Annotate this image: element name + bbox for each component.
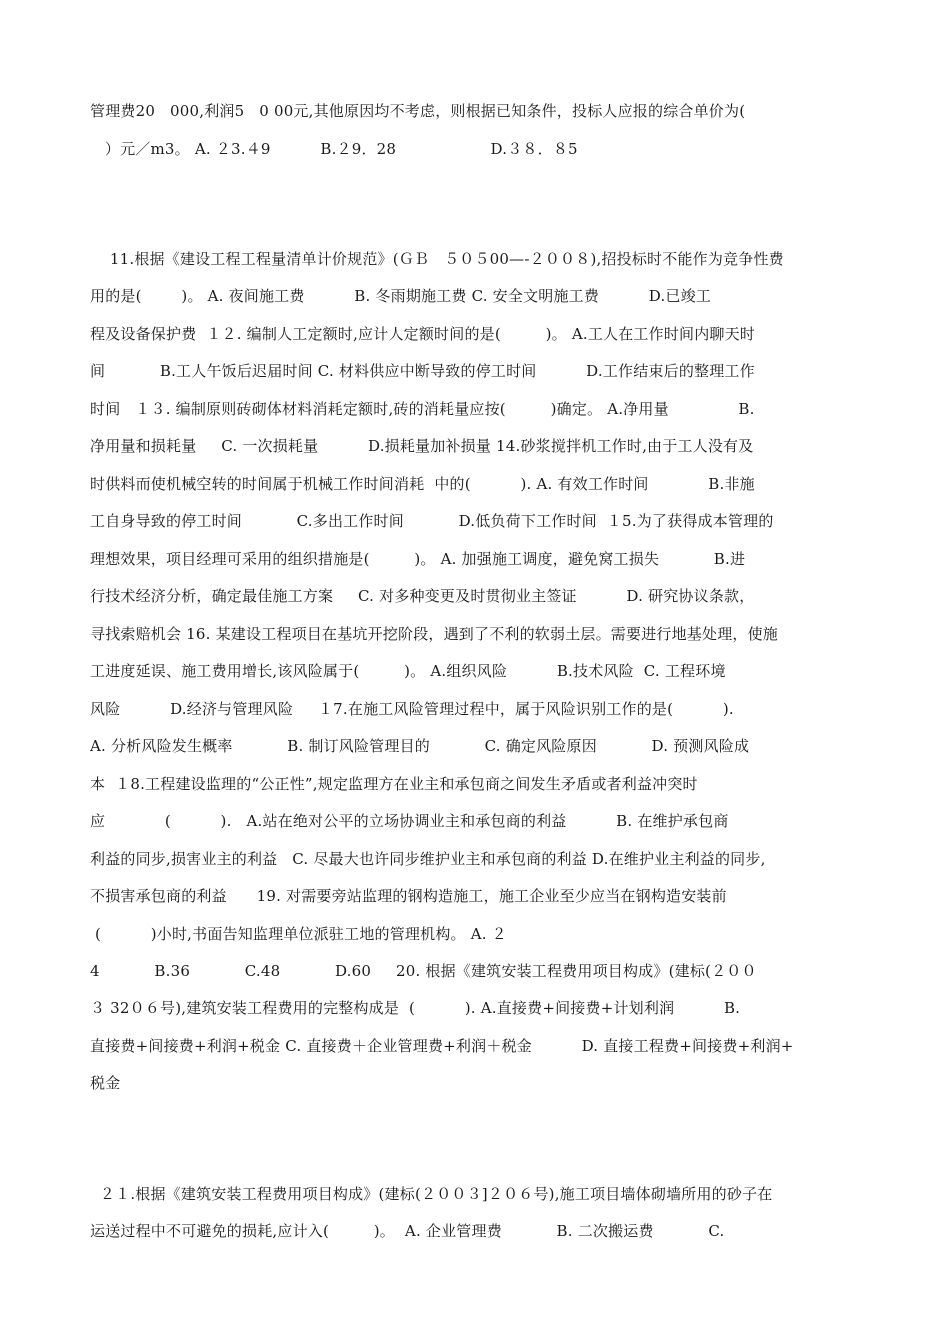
text-line: 4 B.36 C.48 D.60 20. 根据《建筑安装工程费用项目构成》(建标(２００ bbox=[90, 962, 757, 980]
text-line: 工进度延误、施工费用增长,该风险属于( )。 A.组织风险 B.技术风险 C. 工程环境 bbox=[90, 662, 726, 680]
text-line: 本 １8.工程建设监理的“公正性”,规定监理方在业主和承包商之间发生矛盾或者利益冲突时 bbox=[90, 775, 698, 793]
text-line: 时供料而使机械空转的时间属于机械工作时间消耗 中的( ). A. 有效工作时间 B.非施 bbox=[90, 475, 755, 493]
text-line: 净用量和损耗量 C. 一次损耗量 D.损耗量加补损量 14.砂浆搅拌机工作时,由于工人没有及 bbox=[90, 437, 754, 455]
text-line: 风险 D.经济与管理风险 １7.在施工风险管理过程中，属于风险识别工作的是( ). bbox=[90, 700, 734, 718]
text-line: 运送过程中不可避免的损耗,应计入( )。 A. 企业管理费 B. 二次搬运费 C. bbox=[90, 1222, 725, 1240]
text-line: 用的是( )。 A. 夜间施工费 B. 冬雨期施工费 C. 安全文明施工费 D.已竣工 bbox=[90, 287, 712, 305]
text-line: A. 分析风险发生概率 B. 制订风险管理目的 C. 确定风险原因 D. 预测风险成 bbox=[90, 737, 750, 755]
text-line: 税金 bbox=[90, 1074, 121, 1092]
text-line: ３ 32０６号),建筑安装工程费用的完整构成是 ( ). A.直接费+间接费+计划利润 B. bbox=[90, 999, 741, 1017]
text-line: 管理费20 000,利润5 0 00元,其他原因均不考虑，则根据已知条件，投标人应报的综合单价为( bbox=[90, 102, 746, 120]
text-line: 寻找索赔机会 16. 某建设工程项目在基坑开挖阶段，遇到了不利的软弱土层。需要进行地基处理，使施 bbox=[90, 625, 778, 643]
text-line: 间 B.工人午饭后迟届时间 C. 材料供应中断导致的停工时间 D.工作结束后的整理工作 bbox=[90, 362, 755, 380]
text-line: 11.根据《建设工程工程量清单计价规范》(ＧＢ ５０５00—-２００８),招投标时不能作为竞争性费 bbox=[90, 250, 784, 268]
text-line: 应 ( ). A.站在绝对公平的立场协调业主和承包商的利益 B. 在维护承包商 bbox=[90, 812, 729, 830]
text-line: 程及设备保护费 １２. 编制人工定额时,应计人定额时间的是( )。 A.工人在工作时间内聊天时 bbox=[90, 325, 756, 343]
text-line: 利益的同步,损害业主的利益 C. 尽最大也许同步维护业主和承包商的利益 D.在维护业主利益的同步, bbox=[90, 850, 766, 868]
text-line: 工自身导致的停工时间 C.多出工作时间 D.低负荷下工作时间 １5.为了获得成本管理的 bbox=[90, 512, 774, 530]
text-line: ２１.根据《建筑安装工程费用项目构成》(建标(２００３]２０６号),施工项目墙体砌墙所用的砂子在 bbox=[90, 1185, 773, 1203]
text-line: 理想效果，项目经理可采用的组织措施是( )。 A. 加强施工调度，避免窝工损失 B.进 bbox=[90, 550, 746, 568]
text-line: ( )小时,书面告知监理单位派驻工地的管理机构。 A. ２ bbox=[90, 925, 507, 943]
text-line: 行技术经济分析，确定最佳施工方案 C. 对多种变更及时贯彻业主签证 D. 研究协议条款， bbox=[90, 587, 755, 605]
text-line: 时间 １３. 编制原则砖砌体材料消耗定额时,砖的消耗量应按( )确定。 A.净用量 B. bbox=[90, 400, 755, 418]
text-line: 直接费+间接费+利润+税金 C. 直接费＋企业管理费+利润＋税金 D. 直接工程费+间接费+利润+ bbox=[90, 1037, 794, 1055]
text-line: ）元／m3。 A. ２3.４9 B.２9．28 D.３８．８5 bbox=[90, 140, 578, 158]
text-line: 不损害承包商的利益 19. 对需要旁站监理的钢构造施工，施工企业至少应当在钢构造安装前 bbox=[90, 887, 727, 905]
